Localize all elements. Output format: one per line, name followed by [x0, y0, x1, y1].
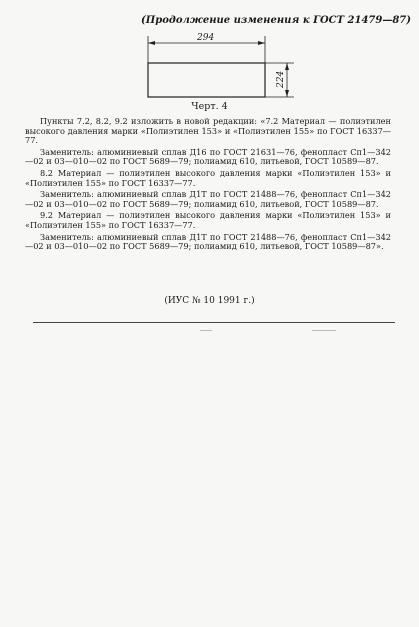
height-arrow-bottom	[285, 90, 289, 97]
paragraph: 9.2 Материал — полиэтилен высокого давления марки «Полиэтилен 153» и «Полиэтилен 155» по ГОСТ 16337—77.	[25, 210, 391, 230]
faint-footer-mark	[312, 330, 336, 332]
paragraph: 8.2 Материал — полиэтилен высокого давления марки «Полиэтилен 153» и «Полиэтилен 155» по ГОСТ 16337—77.	[25, 167, 391, 188]
faint-footer-mark	[200, 330, 212, 332]
paragraph: Заменитель: алюминиевый сплав Д16 по ГОСТ 21631—76, фенопласт Сп1—342—02 и 03—010—02 по ГОСТ 5689—79; полиамид 610, литьевой, ГОСТ 10589—87.	[25, 146, 391, 167]
height-label: 224	[276, 70, 286, 88]
figure-caption: Черт. 4	[191, 101, 228, 112]
paragraph: Заменитель: алюминиевый сплав Д1Т по ГОСТ 21488—76, фенопласт Сп1—342—02 и 03—010—02 по ГОСТ 5689—79; полиамид 610, литьевой, ГОСТ 10589—87».	[25, 231, 391, 252]
height-arrow-top	[285, 63, 289, 70]
document-header: (Продолжение изменения к ГОСТ 21479—87)	[141, 15, 411, 26]
document-body	[25, 117, 391, 252]
separator-line	[33, 322, 395, 323]
width-label: 294	[197, 33, 215, 43]
paragraph: Заменитель: алюминиевый сплав Д1Т по ГОСТ 21488—76, фенопласт Сп1—342—02 и 03—010—02 по ГОСТ 5689—79; полиамид 610, литьевой, ГОСТ 10589—87.	[25, 189, 391, 209]
width-arrow-left	[148, 41, 155, 45]
drawing-figure	[0, 0, 419, 110]
paragraph: Пункты 7.2, 8.2, 9.2 изложить в новой редакции: «7.2 Материал — полиэтилен высокого давления марки «Полиэтилен 153» и «Полиэтилен 155» по ГОСТ 16337—77.	[25, 116, 391, 146]
width-arrow-right	[258, 41, 265, 45]
ius-reference: (ИУС № 10 1991 г.)	[164, 296, 255, 306]
part-rectangle	[148, 63, 265, 97]
